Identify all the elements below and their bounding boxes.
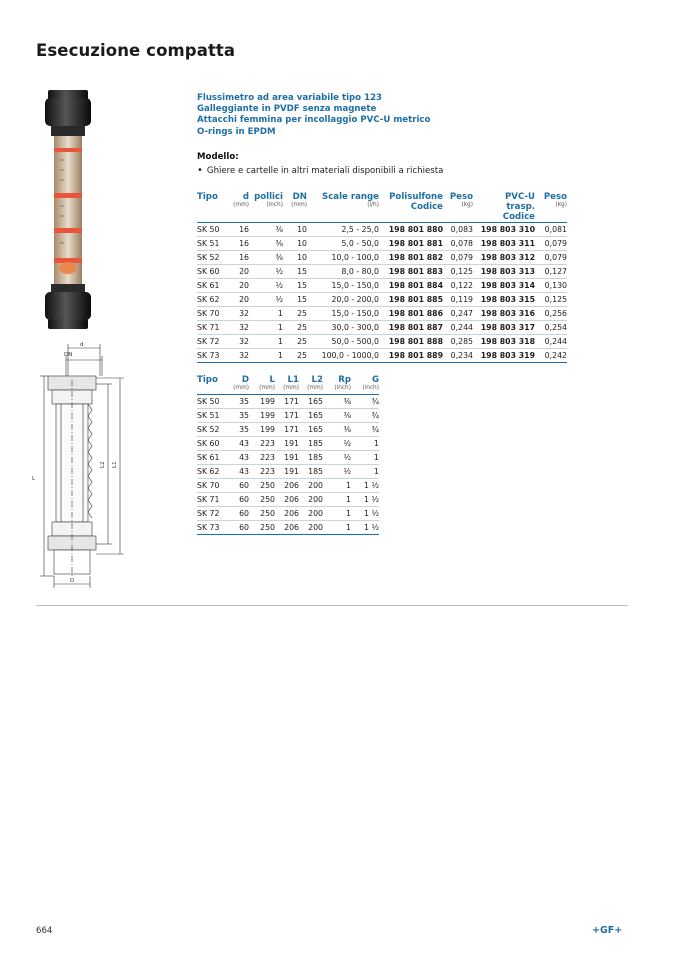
table-cell: 43	[229, 451, 249, 465]
table-cell: SK 51	[197, 237, 227, 251]
table-cell: 0,247	[443, 307, 473, 321]
table-cell: 60	[229, 507, 249, 521]
table-cell: 165	[299, 395, 323, 409]
table-row	[197, 321, 567, 335]
table-cell: 25	[283, 321, 307, 335]
gf-logo: +GF+	[592, 925, 623, 936]
table-cell: 10	[283, 237, 307, 251]
col-header: DN	[292, 192, 307, 202]
table-cell: 35	[229, 423, 249, 437]
table-cell: ¾	[351, 395, 379, 409]
table-cell: 32	[227, 307, 249, 321]
table-cell: 35	[229, 409, 249, 423]
codes-table	[197, 191, 567, 363]
table-cell: 198 801 888	[379, 335, 443, 349]
table-cell: ¾	[351, 409, 379, 423]
table-row	[197, 479, 379, 493]
table-cell: 0,254	[535, 321, 567, 335]
table-row	[197, 493, 379, 507]
table-cell: 206	[275, 507, 299, 521]
table-cell: 50,0 - 500,0	[307, 335, 379, 349]
table-cell: SK 70	[197, 479, 229, 493]
table-cell: 20	[227, 265, 249, 279]
table-cell: 15,0 - 150,0	[307, 307, 379, 321]
model-note-text: Ghiere e cartelle in altri materiali disponibili a richiesta	[206, 166, 444, 176]
table-cell: 20	[227, 279, 249, 293]
col-header: L	[269, 375, 275, 385]
table-cell: 200	[299, 507, 323, 521]
col-header: Tipo	[197, 192, 218, 202]
dimension-drawing	[28, 340, 138, 596]
table-cell: 16	[227, 223, 249, 237]
col-header: Polisulfone	[389, 192, 443, 202]
col-unit: (inch)	[266, 202, 283, 208]
table-cell: 25	[283, 307, 307, 321]
table-cell: 1 ½	[351, 521, 379, 535]
table-cell: ½	[249, 265, 283, 279]
table-cell: 1	[323, 493, 351, 507]
table-cell: 206	[275, 493, 299, 507]
table-cell: 1 ½	[351, 479, 379, 493]
table-cell: SK 73	[197, 521, 229, 535]
table-cell: SK 62	[197, 465, 229, 479]
table-cell: ⅜	[323, 395, 351, 409]
col-unit: (mm)	[307, 385, 323, 391]
table-cell: 0,256	[535, 307, 567, 321]
drawing-label-D: D	[70, 578, 75, 584]
table-cell: SK 73	[197, 349, 227, 363]
table-cell: SK 72	[197, 507, 229, 521]
table-cell: 198 803 316	[473, 307, 535, 321]
table-cell: 1	[351, 465, 379, 479]
table-cell: 198 801 885	[379, 293, 443, 307]
col-unit: (inch)	[362, 385, 379, 391]
table-cell: 1 ½	[351, 507, 379, 521]
table-cell: ½	[323, 465, 351, 479]
table-cell: 100,0 - 1000,0	[307, 349, 379, 363]
table-cell: 200	[299, 521, 323, 535]
table-cell: 198 801 884	[379, 279, 443, 293]
table-row	[197, 251, 567, 265]
table-cell: 10,0 - 100,0	[307, 251, 379, 265]
table-cell: SK 60	[197, 437, 229, 451]
table-cell: 198 803 315	[473, 293, 535, 307]
col-unit: (mm)	[291, 202, 307, 208]
description-line: Flussimetro ad area variabile tipo 123	[197, 93, 383, 103]
table-cell: 185	[299, 465, 323, 479]
table-cell: 10	[283, 223, 307, 237]
product-description	[197, 93, 430, 138]
table-row	[197, 335, 567, 349]
table-cell: SK 50	[197, 395, 229, 409]
model-note	[197, 165, 443, 176]
table-cell: SK 52	[197, 423, 229, 437]
drawing-label-dn: DN	[64, 352, 73, 358]
table-cell: 1	[249, 349, 283, 363]
table-cell: 30,0 - 300,0	[307, 321, 379, 335]
col-unit: (mm)	[233, 202, 249, 208]
table-cell: 60	[229, 479, 249, 493]
table-cell: SK 70	[197, 307, 227, 321]
drawing-label-l2: L2	[100, 461, 106, 468]
table-cell: 171	[275, 395, 299, 409]
table-cell: 60	[229, 521, 249, 535]
table-cell: 198 801 880	[379, 223, 443, 237]
col-header: Peso	[449, 192, 473, 202]
model-heading: Modello:	[197, 152, 239, 162]
description-line: Galleggiante in PVDF senza magnete	[197, 104, 377, 115]
table-cell: 171	[275, 423, 299, 437]
table-cell: ¾	[351, 423, 379, 437]
table-cell: 223	[249, 451, 275, 465]
table-cell: ⅜	[249, 237, 283, 251]
table-cell: 250	[249, 479, 275, 493]
table-cell: 0,081	[535, 223, 567, 237]
description-line: O-rings in EPDM	[197, 126, 276, 137]
table-cell: 198 803 314	[473, 279, 535, 293]
bullet-icon: •	[197, 165, 203, 176]
table-cell: 198 801 886	[379, 307, 443, 321]
table-cell: 199	[249, 409, 275, 423]
table-cell: SK 60	[197, 265, 227, 279]
table-cell: 165	[299, 409, 323, 423]
table-cell: 199	[249, 423, 275, 437]
table-cell: 250	[249, 507, 275, 521]
table-cell: 0,119	[443, 293, 473, 307]
table-cell: 20	[227, 293, 249, 307]
table-cell: 16	[227, 251, 249, 265]
table-cell: 1	[249, 321, 283, 335]
drawing-label-d: d	[80, 342, 84, 348]
table-cell: 32	[227, 335, 249, 349]
table-cell: 10	[283, 251, 307, 265]
table-cell: ⅜	[249, 251, 283, 265]
table-cell: 191	[275, 437, 299, 451]
table-cell: 198 801 883	[379, 265, 443, 279]
table-cell: 0,125	[535, 293, 567, 307]
col-header: Scale range	[322, 192, 379, 202]
table-row	[197, 395, 379, 409]
table-cell: 200	[299, 479, 323, 493]
table-cell: 1	[249, 307, 283, 321]
table-cell: 0,127	[535, 265, 567, 279]
table-cell: ½	[249, 293, 283, 307]
table-cell: 0,079	[443, 251, 473, 265]
drawing-label-l1: L1	[112, 461, 118, 468]
table-cell: SK 71	[197, 493, 229, 507]
table-cell: SK 51	[197, 409, 229, 423]
col-header: D	[241, 375, 249, 385]
col-header: d	[242, 192, 249, 202]
table-cell: 206	[275, 479, 299, 493]
table-cell: 198 803 311	[473, 237, 535, 251]
col-header: G	[371, 375, 379, 385]
col-unit: (l/h)	[367, 202, 379, 208]
table-cell: 0,130	[535, 279, 567, 293]
table-cell: 185	[299, 437, 323, 451]
table-cell: 0,083	[443, 223, 473, 237]
table-cell: ½	[323, 437, 351, 451]
description-line: Attacchi femmina per incollaggio PVC-U metrico	[197, 115, 431, 126]
table-cell: 0,125	[443, 265, 473, 279]
table-cell: 32	[227, 349, 249, 363]
table-row	[197, 423, 379, 437]
table-row	[197, 465, 379, 479]
table-cell: ⅜	[249, 223, 283, 237]
table-cell: 2,5 - 25,0	[307, 223, 379, 237]
table-cell: 8,0 - 80,0	[307, 265, 379, 279]
col-header: Peso	[543, 192, 567, 202]
col-unit: (kg)	[555, 202, 567, 208]
col-unit: (inch)	[334, 385, 351, 391]
table-cell: 15	[283, 265, 307, 279]
table-row	[197, 279, 567, 293]
table-cell: ⅜	[323, 423, 351, 437]
page-number: 664	[36, 926, 53, 936]
table-cell: 198 801 881	[379, 237, 443, 251]
table-row	[197, 451, 379, 465]
table-cell: 250	[249, 493, 275, 507]
col-unit: (mm)	[259, 385, 275, 391]
table-cell: SK 61	[197, 279, 227, 293]
table-cell: 0,079	[535, 251, 567, 265]
drawing-label-l: L	[32, 476, 36, 482]
table-cell: 191	[275, 451, 299, 465]
table-cell: 0,079	[535, 237, 567, 251]
page-title: Esecuzione compatta	[36, 41, 236, 60]
table-cell: SK 62	[197, 293, 227, 307]
table-cell: ½	[249, 279, 283, 293]
table-cell: 223	[249, 437, 275, 451]
col-header: PVC-U	[505, 192, 535, 202]
table-cell: 1	[323, 521, 351, 535]
table-cell: 223	[249, 465, 275, 479]
table-cell: 198 803 310	[473, 223, 535, 237]
table-cell: 35	[229, 395, 249, 409]
table-cell: 0,244	[443, 321, 473, 335]
table-cell: 15	[283, 293, 307, 307]
table-cell: 206	[275, 521, 299, 535]
table-row	[197, 507, 379, 521]
section-divider	[36, 605, 628, 606]
table-cell: 15,0 - 150,0	[307, 279, 379, 293]
table-cell: 1	[323, 507, 351, 521]
table-cell: 1	[351, 437, 379, 451]
table-cell: 199	[249, 395, 275, 409]
table-cell: 0,285	[443, 335, 473, 349]
table-cell: SK 52	[197, 251, 227, 265]
table-cell: 43	[229, 437, 249, 451]
table-cell: SK 71	[197, 321, 227, 335]
table-cell: 198 803 312	[473, 251, 535, 265]
table-cell: 15	[283, 279, 307, 293]
table-cell: 198 801 882	[379, 251, 443, 265]
table-row	[197, 349, 567, 363]
table-cell: 1 ½	[351, 493, 379, 507]
table-cell: 0,078	[443, 237, 473, 251]
table-cell: 1	[323, 479, 351, 493]
table-cell: 198 803 317	[473, 321, 535, 335]
col-subheader: Codice	[410, 202, 443, 212]
table-cell: 0,122	[443, 279, 473, 293]
table-cell: 250	[249, 521, 275, 535]
table-cell: SK 72	[197, 335, 227, 349]
table-cell: 198 803 313	[473, 265, 535, 279]
col-header: L2	[311, 375, 323, 385]
table-cell: ⅜	[323, 409, 351, 423]
table-cell: 198 801 889	[379, 349, 443, 363]
col-unit: (mm)	[283, 385, 299, 391]
table-cell: 16	[227, 237, 249, 251]
table-row	[197, 293, 567, 307]
table-cell: 20,0 - 200,0	[307, 293, 379, 307]
table-row	[197, 223, 567, 237]
table-cell: 198 803 319	[473, 349, 535, 363]
table-cell: 198 801 887	[379, 321, 443, 335]
table-cell: 32	[227, 321, 249, 335]
table-cell: 165	[299, 423, 323, 437]
table-cell: ½	[323, 451, 351, 465]
table-row	[197, 521, 379, 535]
table-row	[197, 409, 379, 423]
col-header: L1	[287, 375, 299, 385]
col-header: Rp	[338, 375, 351, 385]
table-row	[197, 237, 567, 251]
table-cell: 5,0 - 50,0	[307, 237, 379, 251]
table-cell: 25	[283, 335, 307, 349]
col-subheader: Codice	[502, 212, 535, 222]
table-cell: 43	[229, 465, 249, 479]
col-unit: (mm)	[233, 385, 249, 391]
col-unit: (kg)	[461, 202, 473, 208]
table-cell: SK 61	[197, 451, 229, 465]
table-cell: 0,234	[443, 349, 473, 363]
table-row	[197, 437, 379, 451]
table-cell: 1	[351, 451, 379, 465]
table-cell: 198 803 318	[473, 335, 535, 349]
dimensions-table	[197, 374, 379, 535]
table-row	[197, 265, 567, 279]
table-cell: 0,244	[535, 335, 567, 349]
table-cell: 25	[283, 349, 307, 363]
table-cell: 60	[229, 493, 249, 507]
table-cell: 0,242	[535, 349, 567, 363]
col-header: Tipo	[197, 375, 218, 385]
table-cell: 191	[275, 465, 299, 479]
table-cell: 171	[275, 409, 299, 423]
table-cell: 1	[249, 335, 283, 349]
table-cell: 185	[299, 451, 323, 465]
table-cell: 200	[299, 493, 323, 507]
col-header: pollici	[254, 192, 283, 202]
flowmeter-photo	[34, 88, 102, 333]
col-subheader: trasp.	[506, 202, 535, 212]
table-row	[197, 307, 567, 321]
table-cell: SK 50	[197, 223, 227, 237]
